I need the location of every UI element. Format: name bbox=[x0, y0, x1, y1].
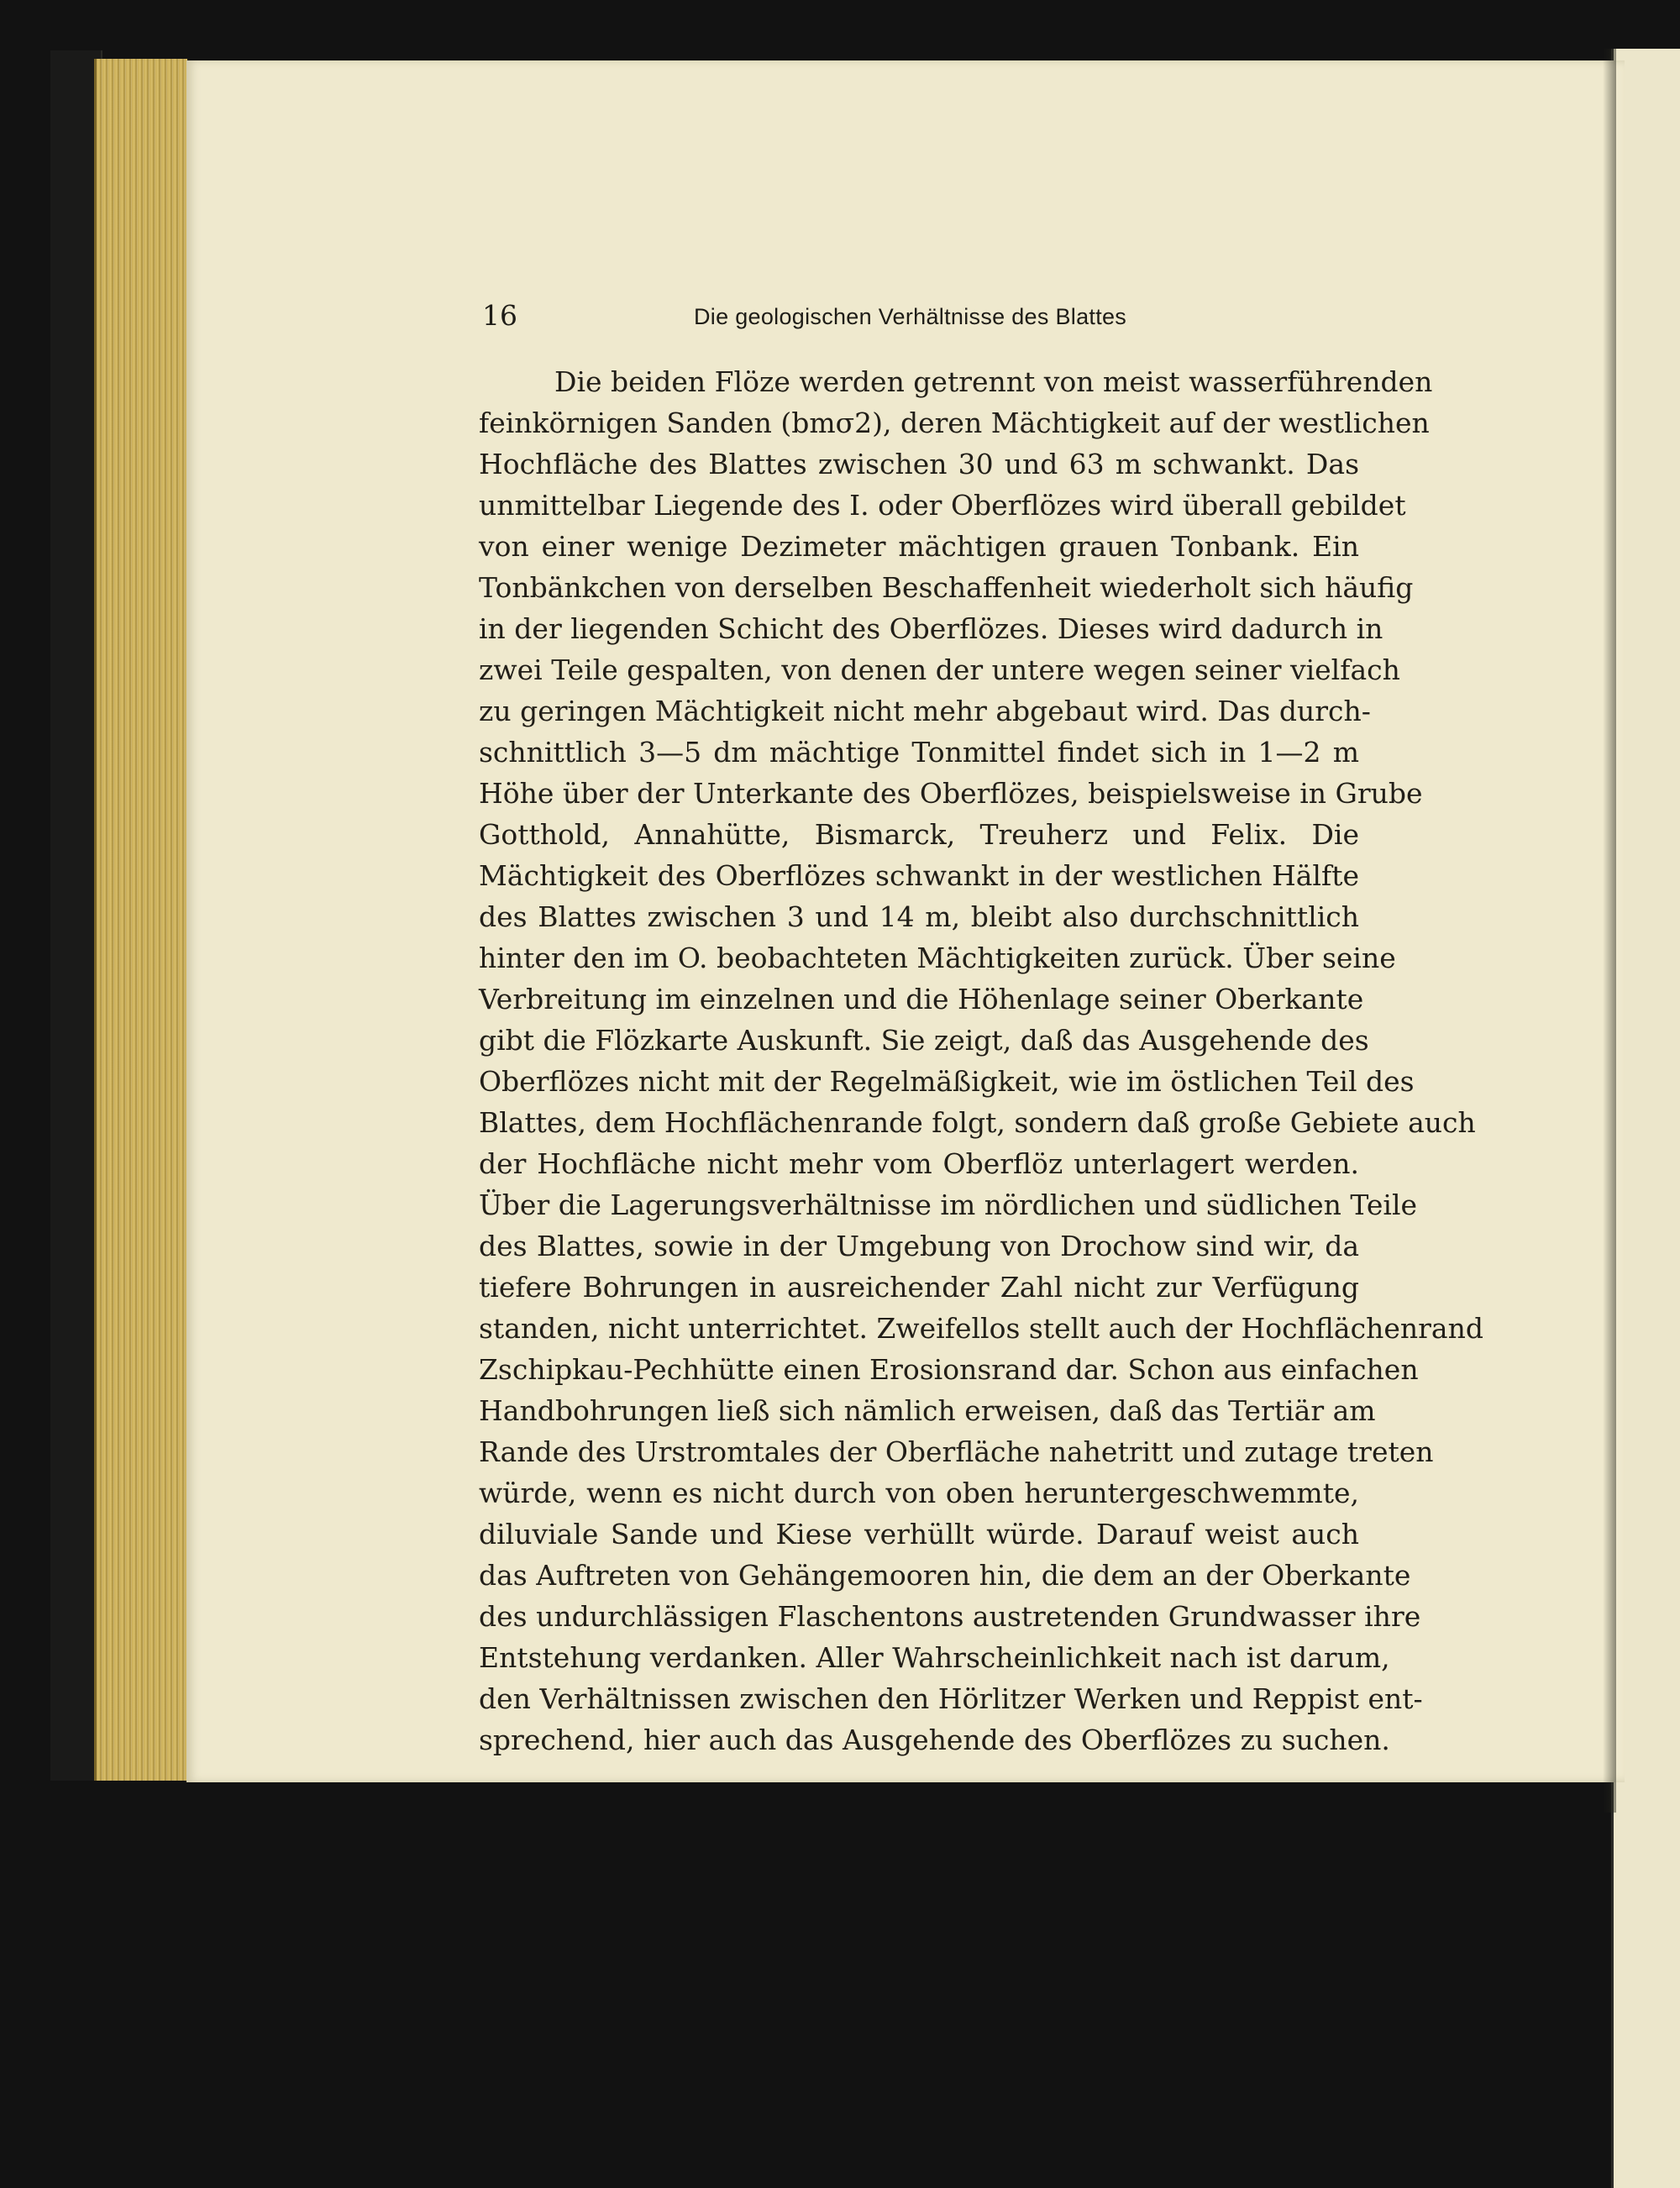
text-line: der Hochfläche nicht mehr vom Oberflöz unterlagert werden. bbox=[479, 1147, 1359, 1180]
page-header bbox=[482, 294, 1356, 336]
text-line: gibt die Flözkarte Auskunft. Sie zeigt, daß das Ausgehende des bbox=[479, 1024, 1369, 1057]
text-line: unmittelbar Liegende des I. oder Oberflözes wird überall gebildet bbox=[479, 489, 1406, 522]
gutter-shadow bbox=[1603, 49, 1616, 1813]
text-line: Rande des Urstromtales der Oberfläche nahetritt und zutage treten bbox=[479, 1435, 1434, 1468]
text-line: Mächtigkeit des Oberflözes schwankt in der westlichen Hälfte bbox=[479, 859, 1359, 892]
text-line: diluviale Sande und Kiese verhüllt würde. Darauf weist auch bbox=[479, 1518, 1359, 1550]
text-line: würde, wenn es nicht durch von oben heruntergeschwemmte, bbox=[479, 1477, 1359, 1509]
text-line: standen, nicht unterrichtet. Zweifellos stellt auch der Hochflächenrand bbox=[479, 1312, 1483, 1345]
text-line: in der liegenden Schicht des Oberflözes. Dieses wird dadurch in bbox=[479, 612, 1383, 645]
text-line: Über die Lagerungsverhältnisse im nördlichen und südlichen Teile bbox=[479, 1188, 1418, 1221]
text-line: des Blattes, sowie in der Umgebung von Drochow sind wir, da bbox=[479, 1230, 1359, 1262]
text-line: zu geringen Mächtigkeit nicht mehr abgebaut wird. Das durch- bbox=[479, 695, 1371, 727]
text-line: feinkörnigen Sanden (bmσ2), deren Mächtigkeit auf der westlichen bbox=[479, 407, 1430, 439]
text-line: den Verhältnissen zwischen den Hörlitzer Werken und Reppist ent- bbox=[479, 1682, 1423, 1715]
text-line: Verbreitung im einzelnen und die Höhenlage seiner Oberkante bbox=[479, 983, 1364, 1015]
running-title: Die geologischen Verhältnisse des Blattes bbox=[694, 304, 1127, 329]
text-line: des undurchlässigen Flaschentons austretenden Grundwasser ihre bbox=[479, 1600, 1421, 1633]
text-line: Blattes, dem Hochflächenrande folgt, sondern daß große Gebiete auch bbox=[479, 1106, 1476, 1139]
text-line: Oberflözes nicht mit der Regelmäßigkeit, wie im östlichen Teil des bbox=[479, 1065, 1415, 1098]
text-line: Höhe über der Unterkante des Oberflözes, beispielsweise in Grube bbox=[479, 777, 1423, 810]
text-line: Hochfläche des Blattes zwischen 30 und 63 m schwankt. Das bbox=[479, 448, 1359, 480]
text-line: Tonbänkchen von derselben Beschaffenheit wiederholt sich häufig bbox=[479, 571, 1414, 604]
text-line: das Auftreten von Gehängemooren hin, die dem an der Oberkante bbox=[479, 1559, 1411, 1592]
text-line: Gotthold, Annahütte, Bismarck, Treuherz und Felix. Die bbox=[479, 818, 1359, 851]
text-line: Handbohrungen ließ sich nämlich erweisen, daß das Tertiär am bbox=[479, 1394, 1376, 1427]
text-line: Die beiden Flöze werden getrennt von meist wasserführenden bbox=[554, 365, 1433, 398]
text-line: sprechend, hier auch das Ausgehende des Oberflözes zu suchen. bbox=[479, 1724, 1390, 1756]
text-line: des Blattes zwischen 3 und 14 m, bleibt also durchschnittlich bbox=[479, 900, 1359, 933]
text-line: hinter den im O. beobachteten Mächtigkeiten zurück. Über seine bbox=[479, 942, 1396, 974]
body-text bbox=[479, 361, 1483, 1760]
page-number: 16 bbox=[482, 299, 517, 332]
text-line: schnittlich 3—5 dm mächtige Tonmittel findet sich in 1—2 m bbox=[479, 736, 1359, 769]
text-line: zwei Teile gespalten, von denen der untere wegen seiner vielfach bbox=[479, 653, 1400, 686]
text-line: Zschipkau-Pechhütte einen Erosionsrand dar. Schon aus einfachen bbox=[479, 1353, 1419, 1386]
text-line: von einer wenige Dezimeter mächtigen grauen Tonbank. Ein bbox=[479, 530, 1359, 563]
page-stack-edge bbox=[94, 59, 187, 1781]
text-line: Entstehung verdanken. Aller Wahrscheinlichkeit nach ist darum, bbox=[479, 1641, 1390, 1674]
text-line: tiefere Bohrungen in ausreichender Zahl nicht zur Verfügung bbox=[479, 1271, 1359, 1304]
